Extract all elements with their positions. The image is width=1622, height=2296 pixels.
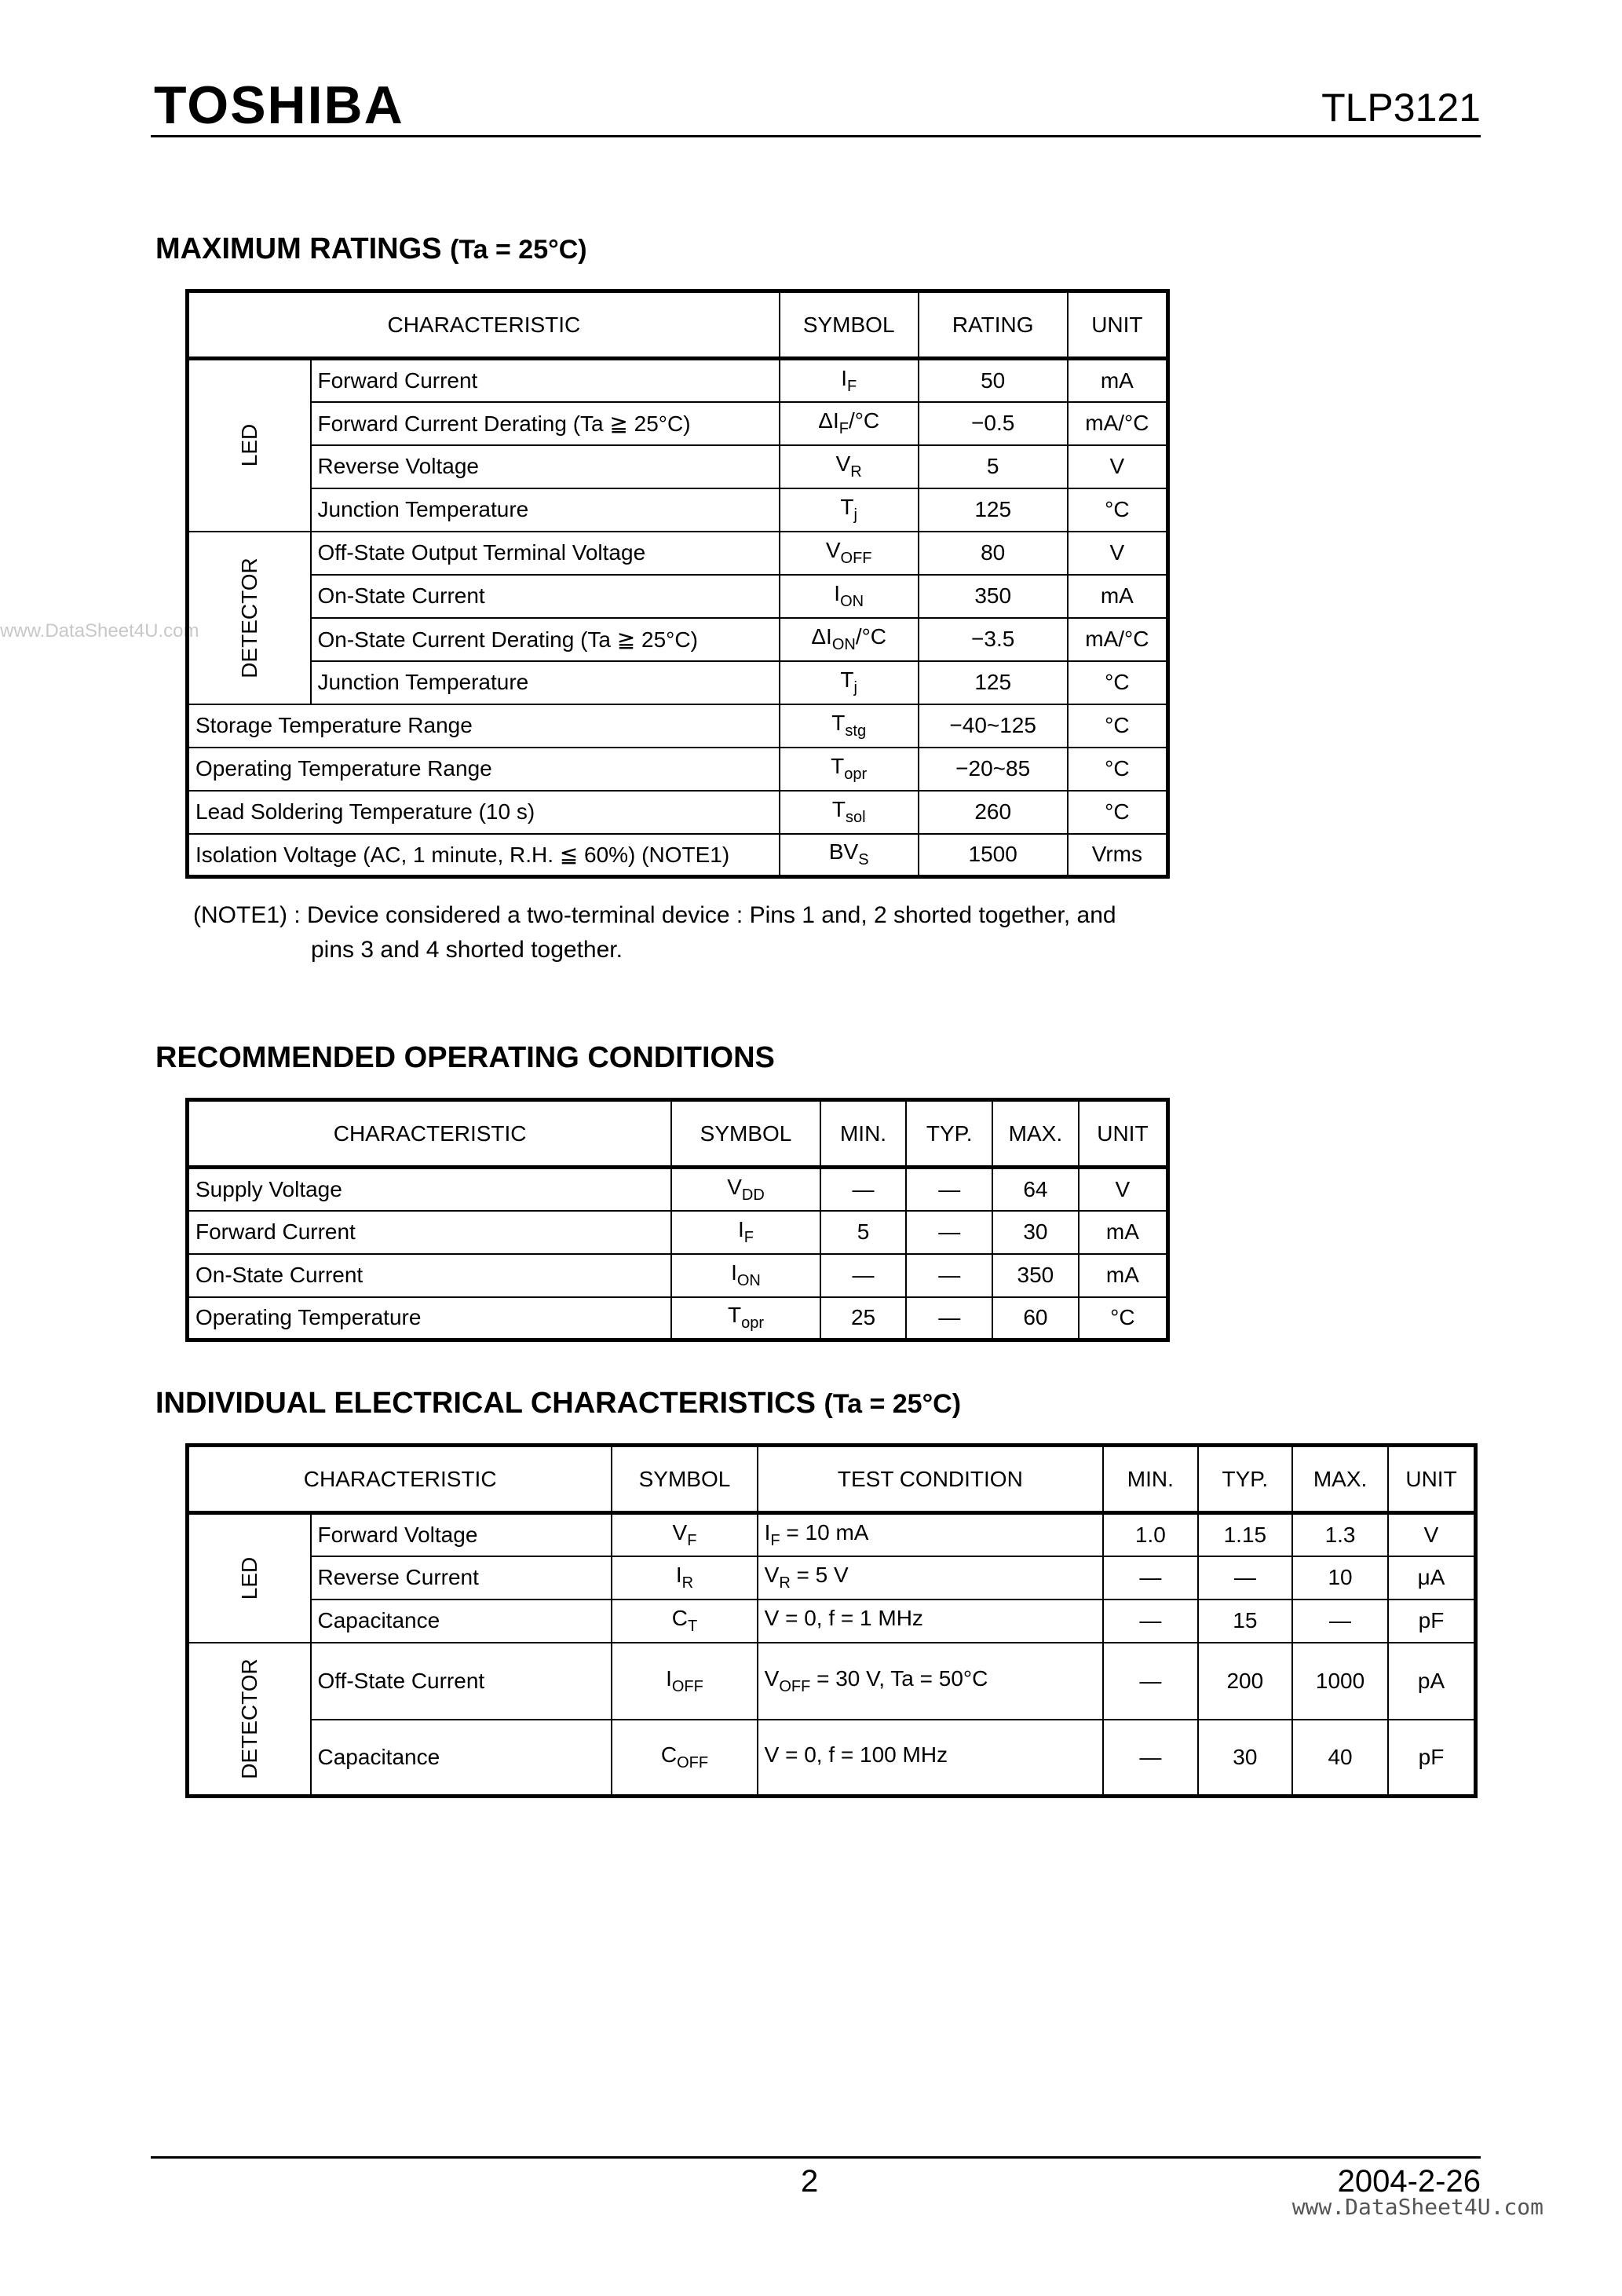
cell-characteristic: Supply Voltage [188, 1168, 672, 1211]
header-characteristic: CHARACTERISTIC [188, 291, 780, 359]
cell-characteristic: Off-State Output Terminal Voltage [311, 532, 780, 575]
table-row [188, 575, 1168, 618]
table-row [188, 445, 1168, 488]
group-led: LED [188, 359, 311, 532]
cell-rating: −0.5 [919, 402, 1068, 445]
watermark-bottom: www.DataSheet4U.com [1291, 2194, 1543, 2220]
cell-min: — [820, 1254, 907, 1297]
table-row [188, 488, 1168, 532]
cell-rating: 125 [919, 661, 1068, 704]
brand-logo: TOSHIBA [154, 75, 404, 135]
max-ratings-title [155, 234, 587, 264]
max-ratings-title-text: MAXIMUM RATINGS [155, 232, 442, 265]
cell-typ: 30 [1198, 1720, 1292, 1797]
cell-symbol: $T_j$ [780, 661, 919, 704]
table-row [188, 618, 1168, 661]
header-symbol: SYMBOL [780, 291, 919, 359]
cell-characteristic: Lead Soldering Temperature (10 s) [188, 791, 780, 834]
electrical-title [155, 1388, 961, 1418]
cell-characteristic: Isolation Voltage (AC, 1 minute, R.H. ≦ 60%) (NOTE1) [188, 834, 780, 877]
table-row [188, 1168, 1168, 1211]
cell-typ: — [906, 1297, 992, 1340]
cell-typ: — [906, 1254, 992, 1297]
cell-rating: 350 [919, 575, 1068, 618]
cell-rating: 1500 [919, 834, 1068, 877]
cell-symbol: $C_T$ [612, 1600, 757, 1643]
table-row [188, 661, 1168, 704]
cell-symbol: $I_R$ [612, 1556, 757, 1600]
header-min: MIN. [1103, 1446, 1198, 1513]
cell-rating: 125 [919, 488, 1068, 532]
cell-characteristic: On-State Current Derating (Ta ≧ 25°C) [311, 618, 780, 661]
table-row [188, 834, 1168, 877]
cell-unit: °C [1068, 791, 1168, 834]
table-row [188, 1556, 1476, 1600]
cell-max: 10 [1292, 1556, 1388, 1600]
cell-rating: 50 [919, 359, 1068, 402]
cell-symbol: $I_{ON}$ [671, 1254, 820, 1297]
cell-rating: −20~85 [919, 748, 1068, 791]
cell-symbol: $\Delta I_F/^\circ C$ [780, 402, 919, 445]
group-detector: DETECTOR [188, 1643, 311, 1797]
cell-rating: 5 [919, 445, 1068, 488]
cell-characteristic: Junction Temperature [311, 488, 780, 532]
header-characteristic: CHARACTERISTIC [188, 1446, 612, 1513]
electrical-title-text: INDIVIDUAL ELECTRICAL CHARACTERISTICS [155, 1387, 816, 1420]
cell-typ: 200 [1198, 1643, 1292, 1720]
part-number: TLP3121 [1321, 86, 1481, 130]
table-row [188, 532, 1168, 575]
table-row [188, 1254, 1168, 1297]
header-rating: RATING [919, 291, 1068, 359]
cell-characteristic: Forward Current Derating (Ta ≧ 25°C) [311, 402, 780, 445]
cell-unit: mA/°C [1068, 402, 1168, 445]
cell-unit: V [1068, 532, 1168, 575]
table-header-row [188, 291, 1168, 359]
cell-symbol: $V_{DD}$ [671, 1168, 820, 1211]
electrical-condition: (Ta = 25°C) [824, 1389, 962, 1419]
cell-symbol: $C_{OFF}$ [612, 1720, 757, 1797]
cell-symbol: $BV_S$ [780, 834, 919, 877]
cell-unit: °C [1068, 488, 1168, 532]
cell-symbol: $I_F$ [671, 1211, 820, 1254]
cell-test-condition: $V_R = 5$ V [758, 1556, 1103, 1600]
cell-min: — [1103, 1720, 1198, 1797]
max-ratings-table [185, 289, 1170, 879]
revision-date: 2004-2-26 [1337, 2164, 1481, 2199]
cell-unit: pF [1388, 1600, 1475, 1643]
cell-min: 5 [820, 1211, 907, 1254]
note1-line1: (NOTE1) : Device considered a two-terminal device : Pins 1 and, 2 shorted together, and [193, 902, 1116, 928]
cell-typ: 1.15 [1198, 1513, 1292, 1556]
table-row [188, 1720, 1476, 1797]
cell-min: — [1103, 1600, 1198, 1643]
header-max: MAX. [1292, 1446, 1388, 1513]
header-unit: UNIT [1388, 1446, 1475, 1513]
table-header-row [188, 1100, 1168, 1168]
cell-min: — [1103, 1556, 1198, 1600]
header-unit: UNIT [1079, 1100, 1168, 1168]
cell-min: — [820, 1168, 907, 1211]
cell-symbol: $V_{OFF}$ [780, 532, 919, 575]
cell-characteristic: Reverse Current [311, 1556, 612, 1600]
cell-typ: 15 [1198, 1600, 1292, 1643]
cell-min: 1.0 [1103, 1513, 1198, 1556]
group-detector: DETECTOR [188, 532, 311, 704]
cell-unit: °C [1068, 748, 1168, 791]
cell-characteristic: Operating Temperature Range [188, 748, 780, 791]
cell-test-condition: V = 0, f = 1 MHz [758, 1600, 1103, 1643]
cell-max: — [1292, 1600, 1388, 1643]
cell-unit: μA [1388, 1556, 1475, 1600]
note1-line2: pins 3 and 4 shorted together. [311, 937, 623, 963]
cell-max: 30 [992, 1211, 1079, 1254]
header-symbol: SYMBOL [671, 1100, 820, 1168]
cell-rating: −40~125 [919, 704, 1068, 748]
cell-rating: −3.5 [919, 618, 1068, 661]
cell-symbol: $V_F$ [612, 1513, 757, 1556]
header-typ: TYP. [906, 1100, 992, 1168]
cell-typ: — [906, 1168, 992, 1211]
cell-characteristic: Off-State Current [311, 1643, 612, 1720]
cell-characteristic: Forward Current [188, 1211, 672, 1254]
cell-unit: mA [1079, 1211, 1168, 1254]
electrical-table [185, 1443, 1478, 1798]
cell-unit: V [1068, 445, 1168, 488]
cell-characteristic: Forward Current [311, 359, 780, 402]
table-row [188, 402, 1168, 445]
header-min: MIN. [820, 1100, 907, 1168]
cell-unit: mA [1079, 1254, 1168, 1297]
cell-max: 1000 [1292, 1643, 1388, 1720]
table-row [188, 1211, 1168, 1254]
cell-typ: — [906, 1211, 992, 1254]
header-max: MAX. [992, 1100, 1079, 1168]
cell-unit: V [1079, 1168, 1168, 1211]
cell-unit: pA [1388, 1643, 1475, 1720]
cell-max: 350 [992, 1254, 1079, 1297]
header-rule [151, 135, 1481, 137]
cell-unit: mA [1068, 575, 1168, 618]
cell-max: 64 [992, 1168, 1079, 1211]
cell-characteristic: Junction Temperature [311, 661, 780, 704]
table-row [188, 1600, 1476, 1643]
table-row [188, 1513, 1476, 1556]
cell-unit: °C [1068, 704, 1168, 748]
recommended-title: RECOMMENDED OPERATING CONDITIONS [155, 1041, 775, 1074]
cell-characteristic: Capacitance [311, 1720, 612, 1797]
cell-min: 25 [820, 1297, 907, 1340]
cell-symbol: $I_{OFF}$ [612, 1643, 757, 1720]
cell-characteristic: Storage Temperature Range [188, 704, 780, 748]
table-row [188, 359, 1168, 402]
table-row [188, 791, 1168, 834]
recommended-table [185, 1098, 1170, 1342]
cell-test-condition: V = 0, f = 100 MHz [758, 1720, 1103, 1797]
cell-typ: — [1198, 1556, 1292, 1600]
header-typ: TYP. [1198, 1446, 1292, 1513]
cell-unit: °C [1068, 661, 1168, 704]
cell-characteristic: Reverse Voltage [311, 445, 780, 488]
cell-max: 1.3 [1292, 1513, 1388, 1556]
cell-symbol: $I_F$ [780, 359, 919, 402]
cell-rating: 260 [919, 791, 1068, 834]
cell-symbol: $\Delta I_{ON}/^\circ C$ [780, 618, 919, 661]
cell-characteristic: Operating Temperature [188, 1297, 672, 1340]
cell-unit: mA [1068, 359, 1168, 402]
cell-unit: pF [1388, 1720, 1475, 1797]
cell-unit: mA/°C [1068, 618, 1168, 661]
cell-symbol: $T_{sol}$ [780, 791, 919, 834]
cell-max: 60 [992, 1297, 1079, 1340]
cell-rating: 80 [919, 532, 1068, 575]
cell-min: — [1103, 1643, 1198, 1720]
max-ratings-condition: (Ta = 25°C) [450, 235, 587, 265]
cell-test-condition: $V_{OFF} = 30$ V, Ta = 50°C [758, 1643, 1103, 1720]
cell-symbol: $V_R$ [780, 445, 919, 488]
cell-unit: Vrms [1068, 834, 1168, 877]
cell-symbol: $I_{ON}$ [780, 575, 919, 618]
table-row [188, 748, 1168, 791]
cell-symbol: $T_{stg}$ [780, 704, 919, 748]
footer-rule [151, 2156, 1481, 2159]
table-header-row [188, 1446, 1476, 1513]
cell-symbol: $T_{opr}$ [780, 748, 919, 791]
header-unit: UNIT [1068, 291, 1168, 359]
cell-characteristic: On-State Current [311, 575, 780, 618]
header-characteristic: CHARACTERISTIC [188, 1100, 672, 1168]
cell-unit: V [1388, 1513, 1475, 1556]
group-led: LED [188, 1513, 311, 1643]
cell-symbol: $T_{opr}$ [671, 1297, 820, 1340]
cell-characteristic: Forward Voltage [311, 1513, 612, 1556]
watermark-left: www.DataSheet4U.com [0, 620, 199, 642]
cell-max: 40 [1292, 1720, 1388, 1797]
table-row [188, 1297, 1168, 1340]
header-symbol: SYMBOL [612, 1446, 757, 1513]
cell-characteristic: Capacitance [311, 1600, 612, 1643]
cell-characteristic: On-State Current [188, 1254, 672, 1297]
table-row [188, 704, 1168, 748]
page-number: 2 [801, 2164, 819, 2199]
cell-unit: °C [1079, 1297, 1168, 1340]
header-test-condition: TEST CONDITION [758, 1446, 1103, 1513]
table-row [188, 1643, 1476, 1720]
cell-test-condition: $I_F = 10$ mA [758, 1513, 1103, 1556]
cell-symbol: $T_j$ [780, 488, 919, 532]
